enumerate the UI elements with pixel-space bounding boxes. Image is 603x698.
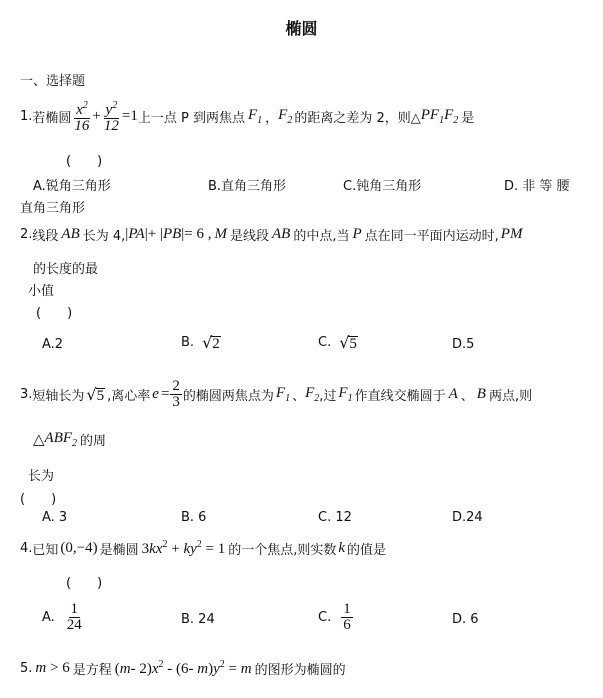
question-3-stem: 3. 短轴长为 √ 5 ,离心率 e = $\frac{2}{3}$ 的椭圆两焦点为 $F_1$ 、 $F_2$ ,过 $F_1$ 作直线交椭圆于 A 、 B 两点,则 (20, 378, 533, 410)
question-3-line-3: 长为 (28, 469, 55, 484)
question-2-line-3: 小值 (28, 284, 55, 299)
option-b: B. 24 (181, 612, 215, 627)
question-3-line-2: △ $ABF_2$ 的周 (33, 430, 107, 449)
option-d: D. 6 (452, 612, 479, 627)
question-4-stem: 4. 已知 (0,−4) 是椭圆 $3kx^2 + ky^2 = 1$ 的一个焦点,则实数 k 的值是 (20, 539, 387, 558)
question-2-stem: 2. 线段 AB 长为 4, |PA|+ |PB|= 6 , M 是线段 AB 的中点,当 P 点在同一平面内运动时, PM (20, 226, 523, 244)
option-b: B.直角三角形 (208, 179, 287, 194)
page-title: 椭圆 (285, 19, 318, 38)
option-c: C.钝角三角形 (343, 179, 422, 194)
option-d: D.24 (452, 510, 483, 525)
answer-blank: ( ) (66, 576, 103, 591)
section-heading: 一、选择题 (20, 74, 86, 89)
answer-blank: ( ) (20, 492, 57, 507)
option-a: A.锐角三角形 (33, 179, 111, 194)
option-c: C. √ 5 (318, 333, 357, 352)
question-1-stem: 1. 若椭圆 $\frac{x^2}{16}$ + $\frac{y^2}{12}$ =1 上一点 P 到两焦点 $F_1$ ， $F_2$ 的距离之差为 2，则△ $PF_1F_2$ 是 (20, 100, 475, 134)
question-2-line-2: 的长度的最 (33, 262, 99, 277)
option-d: D. 非 等 腰 (504, 179, 570, 194)
answer-blank: ( ) (36, 306, 73, 321)
question-5-stem: 5. m > 6 是方程 (m- $2)x^2 - (6-$ $m)y^2 = m$ 的图形为椭圆的 (20, 659, 346, 678)
option-c: C. $\frac{1}{6}$ (318, 601, 351, 633)
answer-blank: ( ) (66, 154, 103, 169)
option-a: A. $\frac{1}{24}$ (42, 601, 82, 633)
option-d-continued: 直角三角形 (20, 201, 86, 216)
option-a: A.2 (42, 337, 64, 352)
option-b: B. 6 (181, 510, 207, 525)
option-b: B. √ 2 (181, 333, 220, 352)
option-a: A. 3 (42, 510, 68, 525)
option-d: D.5 (452, 337, 475, 352)
option-c: C. 12 (318, 510, 352, 525)
